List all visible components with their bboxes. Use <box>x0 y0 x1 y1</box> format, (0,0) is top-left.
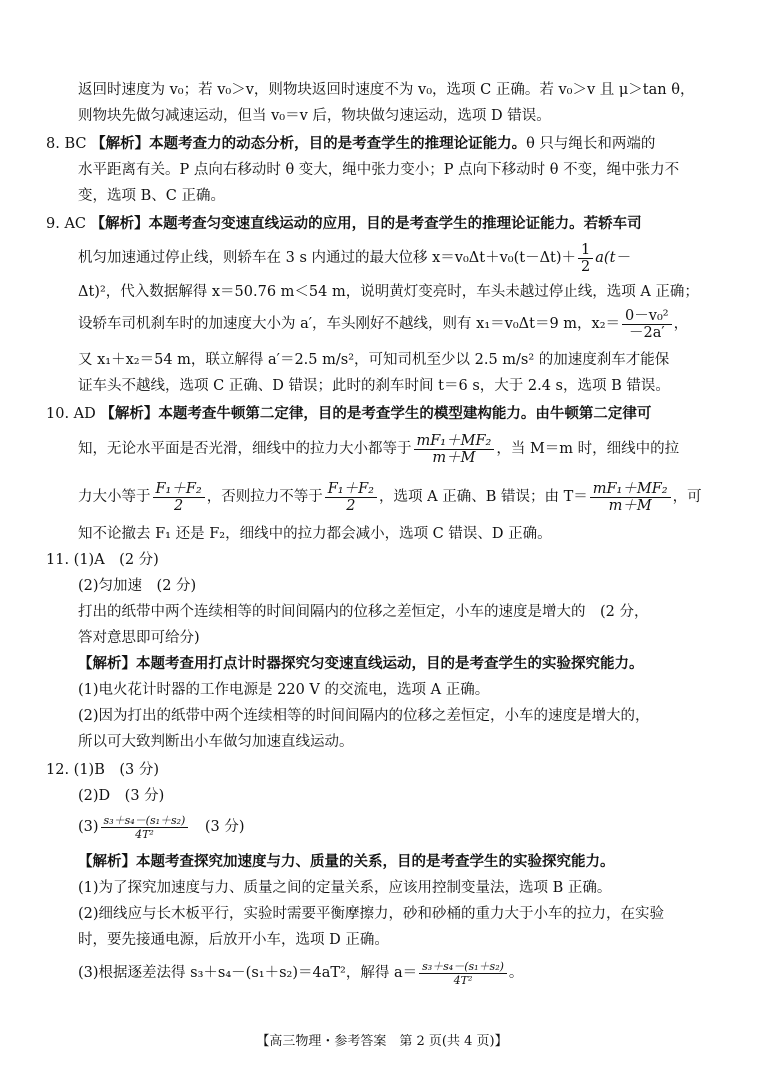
fraction <box>419 960 507 987</box>
text-line: 返回时速度为 v₀；若 v₀＞v，则物块返回时速度不为 v₀，选项 C 正确。若 v₀＞v 且 μ＞tan θ， <box>78 82 695 98</box>
text-line: 所以可大致判断出小车做匀加速直线运动。 <box>78 734 354 750</box>
text-span: ，否则拉力不等于 <box>206 489 323 505</box>
text-line: (2)细线应与长木板平行，实验时需要平衡摩擦力，砂和砂桶的重力大于小车的拉力，在实验 <box>78 906 665 922</box>
text-line: Δt)²，代入数据解得 x＝50.76 m＜54 m，说明黄灯变亮时，车头未越过停止线，选项 A 正确； <box>78 284 699 300</box>
text-line: 时，要先接通电源，后放开小车，选项 D 正确。 <box>78 932 389 948</box>
fraction-numerator: mF₁＋MF₂ <box>590 481 671 498</box>
question-11-answer: 11. (1)A (2 分) <box>46 552 159 568</box>
text-span: ，可 <box>672 489 702 505</box>
fraction <box>622 308 672 341</box>
text-span: 知，无论水平面是否光滑，细线中的拉力大小都等于 <box>78 441 412 457</box>
question-11-analysis-heading: 【解析】本题考查用打点计时器探究匀变速直线运动，目的是考查学生的实验探究能力。 <box>78 656 644 672</box>
question-12-answer: 12. (1)B (3 分) <box>46 762 160 778</box>
fraction-denominator: 2 <box>581 258 591 275</box>
fraction-denominator: 4T² <box>453 973 473 987</box>
text-line: 证车头不越线，选项 C 正确、D 错误；此时的刹车时间 t＝6 s，大于 2.4 s，选项 B 错误。 <box>78 378 670 394</box>
fraction <box>153 481 205 514</box>
text-line: (2)匀加速 (2 分) <box>78 578 197 594</box>
text-line: 水平距离有关。P 点向右移动时 θ 变大，绳中张力变小；P 点向下移动时 θ 不变，绳中张力不 <box>78 162 680 178</box>
text-span: ， <box>673 316 689 332</box>
question-8-answer: 8. BC <box>46 136 87 152</box>
text-line: 则物块先做匀减速运动，但当 v₀＝v 后，物块做匀速运动，选项 D 错误。 <box>78 108 551 124</box>
text-line <box>78 430 679 468</box>
page-footer: 【高三物理・参考答案 第 2 页(共 4 页)】 <box>256 1034 508 1049</box>
text-line: 又 x₁＋x₂＝54 m，联立解得 a′＝2.5 m/s²，可知司机至少以 2.5 m/s² 的加速度刹车才能保 <box>78 352 670 368</box>
fraction-denominator: 4T² <box>135 827 154 841</box>
text-span: (3) <box>78 819 99 835</box>
fraction-numerator: 0－v₀² <box>622 308 672 325</box>
text-span: θ 只与绳长和两端的 <box>526 136 656 152</box>
question-8-analysis-heading: 【解析】本题考查力的动态分析，目的是考查学生的推理论证能力。 <box>91 136 527 152</box>
text-span: a(t－ <box>595 250 630 266</box>
fraction-denominator: m＋M <box>432 449 476 466</box>
text-line: (2)因为打出的纸带中两个连续相等的时间间隔内的位移之差恒定，小车的速度是增大的， <box>78 708 650 724</box>
text-line: 知不论撤去 F₁ 还是 F₂，细线中的拉力都会减小，选项 C 错误、D 正确。 <box>78 526 552 542</box>
fraction-numerator: s₃＋s₄－(s₁＋s₂) <box>419 960 507 974</box>
text-span: ，选项 A 正确、B 错误；由 T＝ <box>379 489 588 505</box>
text-span: (3)根据逐差法得 s₃＋s₄－(s₁＋s₂)＝4aT²，解得 a＝ <box>78 965 418 981</box>
question-10-answer: 10. AD <box>46 406 96 422</box>
fraction <box>578 242 593 275</box>
text-line <box>78 306 688 342</box>
fraction-numerator: F₁＋F₂ <box>325 481 377 498</box>
text-line <box>78 810 245 844</box>
fraction <box>414 433 495 466</box>
fraction-denominator: －2a′ <box>628 324 665 341</box>
text-line: 打出的纸带中两个连续相等的时间间隔内的位移之差恒定，小车的速度是增大的 (2 分， <box>78 604 649 620</box>
fraction <box>590 481 671 514</box>
question-9-analysis-heading: 【解析】本题考查匀变速直线运动的应用，目的是考查学生的推理论证能力。 <box>90 216 584 232</box>
text-span: 由牛顿第二定律可 <box>535 406 652 422</box>
question-8-line <box>46 134 655 154</box>
text-line: 答对意思即可给分) <box>78 630 200 646</box>
text-line <box>78 240 630 276</box>
text-line: (1)电火花计时器的工作电源是 220 V 的交流电，选项 A 正确。 <box>78 682 490 698</box>
text-span: 。 <box>508 965 524 981</box>
text-span: 设轿车司机刹车时的加速度大小为 a′，车头刚好不越线，则有 x₁＝v₀Δt＝9 m，x₂＝ <box>78 316 621 332</box>
question-9-answer: 9. AC <box>46 216 87 232</box>
fraction-numerator: 1 <box>578 242 593 259</box>
fraction-numerator: s₃＋s₄－(s₁＋s₂) <box>101 814 189 828</box>
fraction-numerator: F₁＋F₂ <box>153 481 205 498</box>
fraction-denominator: 2 <box>174 497 184 514</box>
fraction-denominator: m＋M <box>608 497 652 514</box>
text-span: 若轿车司 <box>583 216 642 232</box>
question-10-line <box>46 404 651 424</box>
fraction <box>101 814 189 841</box>
question-12-analysis-heading: 【解析】本题考查探究加速度与力、质量的关系，目的是考查学生的实验探究能力。 <box>78 854 615 870</box>
fraction-numerator: mF₁＋MF₂ <box>414 433 495 450</box>
text-span: (3 分) <box>190 819 245 835</box>
text-line <box>78 478 702 516</box>
text-line: 变，选项 B、C 正确。 <box>78 188 225 204</box>
fraction <box>325 481 377 514</box>
text-span: 机匀加速通过停止线，则轿车在 3 s 内通过的最大位移 x＝v₀Δt＋v₀(t－Δt)＋ <box>78 250 577 266</box>
text-line: (2)D (3 分) <box>78 788 165 804</box>
text-line <box>78 956 523 990</box>
text-span: ，当 M＝m 时，细线中的拉 <box>496 441 680 457</box>
question-10-analysis-heading: 【解析】本题考查牛顿第二定律，目的是考查学生的模型建构能力。 <box>100 406 536 422</box>
question-9-line <box>46 214 642 234</box>
fraction-denominator: 2 <box>346 497 356 514</box>
text-line: (1)为了探究加速度与力、质量之间的定量关系，应该用控制变量法，选项 B 正确。 <box>78 880 612 896</box>
text-span: 力大小等于 <box>78 489 151 505</box>
